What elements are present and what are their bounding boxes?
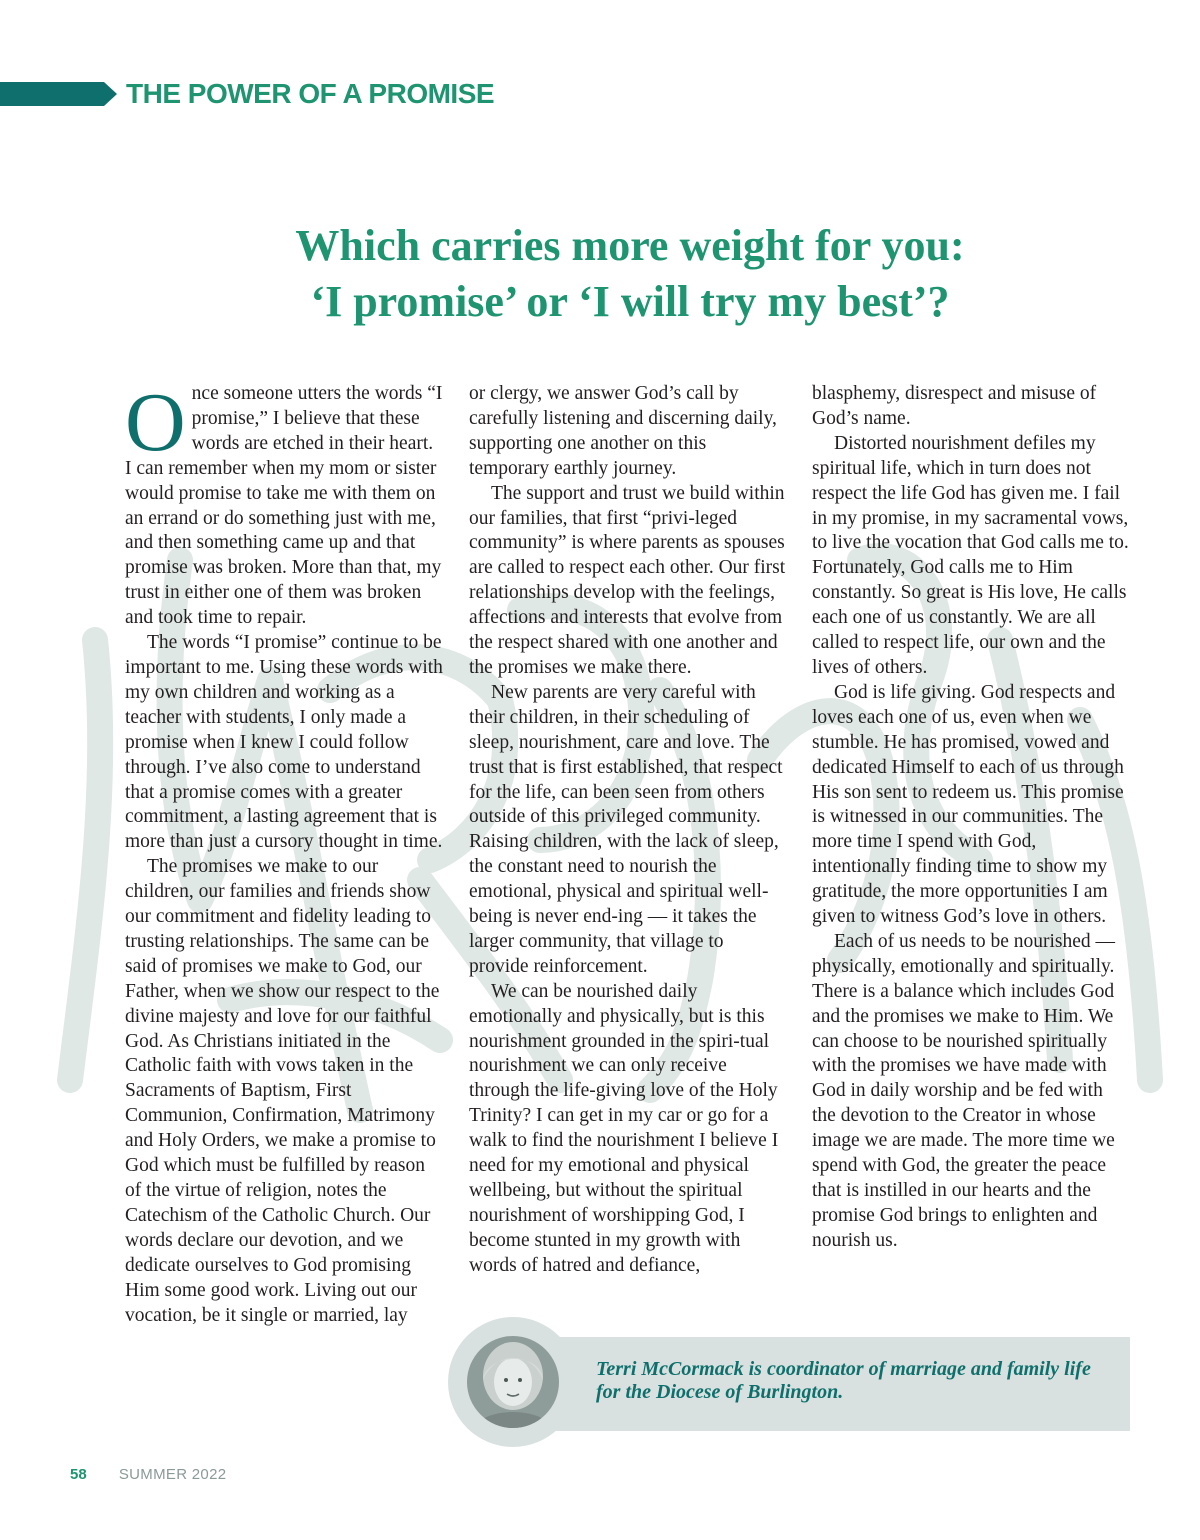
article-column-3: [812, 382, 1130, 1254]
article-paragraph: We can be nourished daily emotionally and physically, but is this nourishment grounded in the spiri-tual nourishment we can only receive through the life-giving love of the Holy Trinity? I can get in my car or go for a walk to find the nourishment I believe I need for my emotional and physical wellbeing, but without the spiritual nourishment of worshipping God, I become stunted in my growth with words of hatred and defiance,: [469, 980, 779, 1276]
article-paragraph: Each of us needs to be nourished — physically, emotionally and spiritually. There is a balance which includes God and the promises we make to Him. We can choose to be nourished spiritually with the promises we have made with God in daily worship and be fed with the devotion to the Creator in whose image we are made. The more time we spend with God, the greater the peace that is instilled in our hearts and the promise God brings to enlighten and nourish us.: [812, 930, 1116, 1251]
article-column-2: [469, 382, 787, 1279]
page-number: 58: [70, 1466, 87, 1483]
article-paragraph: Distorted nourishment defiles my spiritual life, which in turn does not respect the life God has given me. I fail in my promise, in my sacramental vows, to live the vocation that God calls me to. Fortunately, God calls me to Him constantly. So great is His love, He calls each one of us constantly. We are all called to respect life, our own and the lives of others.: [812, 432, 1129, 678]
arrow-banner-icon: [0, 82, 118, 106]
article-headline: [130, 218, 1130, 330]
article-paragraph: The support and trust we build within our families, that first “privi-leged community” is where parents as spouses are called to respect each other. Our first relationships develop with the feelings, affections and interests that evolve from the respect shared with one another and the promises we make there.: [469, 482, 786, 678]
page-footer: [70, 1466, 226, 1483]
author-portrait: [467, 1336, 559, 1428]
issue-label: SUMMER 2022: [118, 1466, 227, 1483]
article-paragraph: The promises we make to our children, our families and friends show our commitment and fidelity leading to trusting relationships. The same can be said of promises we make to God, our Father, when we show our respect to the divine majesty and love for our faithful God. As Christians initiated in the Catholic faith with vows taken in the Sacraments of Baptism, First Communion, Confirmation, Matrimony and Holy Orders, we make a promise to God which must be fulfilled by reason of the virtue of religion, notes the Catechism of the Catholic Church. Our words declare our devotion, and we dedicate ourselves to God promising Him some good work. Living out our vocation, be it single or married, lay: [125, 856, 440, 1326]
article-paragraph: [125, 376, 443, 631]
section-title: THE POWER OF A PROMISE: [126, 78, 495, 109]
article-paragraph: The words “I promise” continue to be important to me. Using these words with my own children and working as a teacher with students, I only made a promise when I knew I could follow through. I’ve also come to understand that a promise comes with a greater commitment, a lasting agreement that is more than just a cursory thought in time.: [125, 632, 443, 853]
author-bio-text: Terri McCormack is coordinator of marriage and family life for the Diocese of Burlington.: [596, 1358, 1091, 1403]
article-column-1: [125, 376, 443, 1328]
article-paragraph: blasphemy, disrespect and misuse of God’s name.: [812, 383, 1097, 429]
drop-cap: O: [125, 376, 186, 469]
article-paragraph: God is life giving. God respects and loves each one of us, even when we stumble. He has promised, vowed and dedicated Himself to each of us through His son sent to redeem us. This promise is witnessed in our communities. The more time I spend with God, intentionally finding time to show my gratitude, the more opportunities I am given to witness God’s love in others.: [812, 681, 1124, 928]
paragraph-text: nce someone utters the words “I promise,” I believe that these words are etched in their heart. I can remember when my mom or sister would promise to take me with them on an errand or do something just with me, and then something came up and that promise was broken. More than that, my trust in either one of them was broken and took time to repair.: [125, 383, 443, 629]
headline-line-1: Which carries more weight for you:: [295, 221, 965, 270]
article-paragraph: or clergy, we answer God’s call by carefully listening and discerning daily, supporting one another on this temporary earthly journey.: [469, 383, 777, 479]
article-paragraph: New parents are very careful with their children, in their scheduling of sleep, nourishment, care and love. The trust that is first established, that respect for the life, can been seen from others outside of this privileged community. Raising children, with the lack of sleep, the constant need to nourish the emotional, physical and spiritual well-being is never end-ing — it takes the larger community, that village to provide reinforcement.: [469, 681, 783, 977]
headline-line-2: ‘I promise’ or ‘I will try my best’?: [310, 277, 950, 326]
